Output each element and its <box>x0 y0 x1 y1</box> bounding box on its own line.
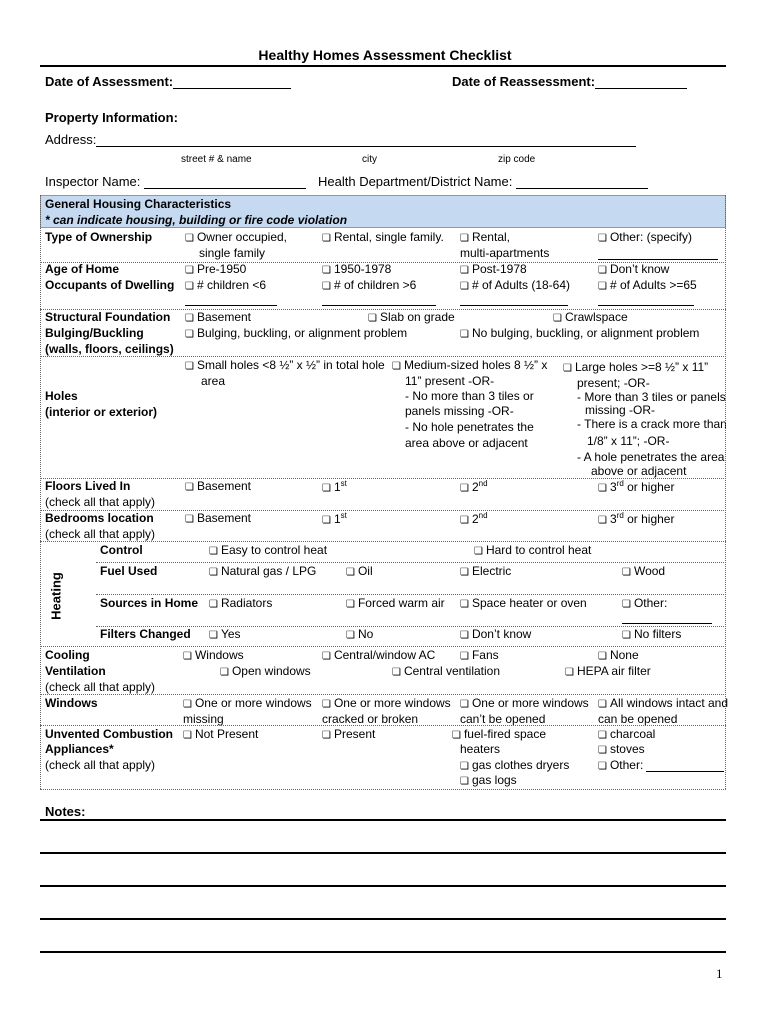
filters-dont-know-checkbox[interactable]: ❏ Don’t know <box>460 627 531 641</box>
holes-small-checkbox[interactable]: ❏ Small holes <8 ½” x ½” in total hole <box>185 358 385 372</box>
filters-none-checkbox[interactable]: ❏ No filters <box>622 627 681 641</box>
filters-yes-checkbox[interactable]: ❏ Yes <box>209 627 241 641</box>
filters-no-checkbox[interactable]: ❏ No <box>346 627 373 641</box>
fuel-electric-checkbox[interactable]: ❏ Electric <box>460 564 511 578</box>
age-pre1950-checkbox[interactable]: ❏ Pre-1950 <box>185 262 246 276</box>
combustion-other-checkbox[interactable]: ❏ Other: <box>598 758 643 772</box>
address-label: Address: <box>45 132 97 147</box>
notes-line[interactable] <box>40 852 726 854</box>
bedrooms-basement-checkbox[interactable]: ❏ Basement <box>185 511 251 525</box>
ventilation-label2: (check all that apply) <box>45 680 156 694</box>
holes-medium-line2: 11” present -OR- <box>405 374 495 388</box>
ventilation-hepa-checkbox[interactable]: ❏ HEPA air filter <box>565 664 651 678</box>
cooling-windows-checkbox[interactable]: ❏ Windows <box>183 648 244 662</box>
bedrooms-1st-checkbox[interactable]: ❏ 1st <box>322 511 347 526</box>
windows-stuck-checkbox[interactable]: ❏ One or more windows <box>460 696 589 710</box>
floors-basement-checkbox[interactable]: ❏ Basement <box>185 479 251 493</box>
ownership-owner-line2: single family <box>199 246 266 260</box>
foundation-crawlspace-checkbox[interactable]: ❏ Crawlspace <box>553 310 628 324</box>
combustion-dryers-checkbox[interactable]: ❏ gas clothes dryers <box>460 758 569 772</box>
occupants-seniors[interactable]: ❏ # of Adults >=65 <box>598 278 697 292</box>
holes-label2: (interior or exterior) <box>45 405 158 419</box>
cooling-none-checkbox[interactable]: ❏ None <box>598 648 639 662</box>
ownership-owner-checkbox[interactable]: ❏ Owner occupied, <box>185 230 287 244</box>
city-caption: city <box>362 154 377 165</box>
occupants-adults[interactable]: ❏ # of Adults (18-64) <box>460 278 570 292</box>
bulging-label2: (walls, floors, ceilings) <box>45 342 174 356</box>
notes-line[interactable] <box>40 819 726 821</box>
row-divider <box>40 789 726 790</box>
holes-label: Holes <box>45 389 78 403</box>
date-assessment-field[interactable] <box>173 76 291 89</box>
holes-medium-line4: panels missing -OR- <box>405 404 514 418</box>
occupants-children-under6[interactable]: ❏ # children <6 <box>185 278 266 292</box>
page-title: Healthy Homes Assessment Checklist <box>258 47 512 63</box>
combustion-label-line2: Appliances* <box>45 742 114 756</box>
holes-large-checkbox[interactable]: ❏ Large holes >=8 ½” x 11” <box>563 360 708 374</box>
bedrooms-3rd-checkbox[interactable]: ❏ 3rd or higher <box>598 511 674 526</box>
combustion-stoves-checkbox[interactable]: ❏ stoves <box>598 742 645 756</box>
floors-label: Floors Lived In <box>45 479 131 493</box>
holes-medium-line5: - No hole penetrates the <box>405 420 534 434</box>
holes-large-line8: above or adjacent <box>591 464 687 478</box>
combustion-present-checkbox[interactable]: ❏ Present <box>322 727 375 741</box>
bulging-yes-checkbox[interactable]: ❏ Bulging, buckling, or alignment problem <box>185 326 407 340</box>
heating-filters-label: Filters Changed <box>100 627 191 641</box>
ownership-other-checkbox[interactable]: ❏ Other: (specify) <box>598 230 692 244</box>
cooling-fans-checkbox[interactable]: ❏ Fans <box>460 648 499 662</box>
fuel-wood-checkbox[interactable]: ❏ Wood <box>622 564 665 578</box>
fuel-oil-checkbox[interactable]: ❏ Oil <box>346 564 373 578</box>
inspector-label: Inspector Name: <box>45 174 306 189</box>
date-reassessment-field[interactable] <box>595 76 687 89</box>
ownership-rental-multi-checkbox[interactable]: ❏ Rental, <box>460 230 510 244</box>
windows-label: Windows <box>45 696 98 710</box>
zip-caption: zip code <box>498 154 536 165</box>
holes-medium-checkbox[interactable]: ❏ Medium-sized holes 8 ½” x <box>392 358 547 372</box>
windows-stuck-line2: can’t be opened <box>460 712 546 726</box>
holes-small-line2: area <box>201 374 226 388</box>
address-field[interactable] <box>96 146 636 147</box>
heating-fuel-label: Fuel Used <box>100 564 158 578</box>
health-dept-label: Health Department/District Name: <box>318 174 648 189</box>
fuel-gas-checkbox[interactable]: ❏ Natural gas / LPG <box>209 564 316 578</box>
windows-missing-checkbox[interactable]: ❏ One or more windows <box>183 696 312 710</box>
holes-large-line4: missing -OR- <box>585 403 656 417</box>
ventilation-label: Ventilation <box>45 664 106 678</box>
notes-line[interactable] <box>40 885 726 887</box>
foundation-slab-checkbox[interactable]: ❏ Slab on grade <box>368 310 455 324</box>
age-label: Age of Home <box>45 262 120 276</box>
holes-large-line5: - There is a crack more than <box>577 417 727 431</box>
notes-line[interactable] <box>40 918 726 920</box>
heating-sources-label: Sources in Home <box>100 596 199 610</box>
ventilation-central-checkbox[interactable]: ❏ Central ventilation <box>392 664 500 678</box>
heating-easy-checkbox[interactable]: ❏ Easy to control heat <box>209 543 327 557</box>
combustion-label: Unvented Combustion <box>45 727 173 741</box>
holes-large-line6: 1/8” x 11”; -OR- <box>587 434 670 448</box>
notes-label: Notes: <box>45 804 86 819</box>
street-caption: street # & name <box>181 154 252 165</box>
sources-forced-air-checkbox[interactable]: ❏ Forced warm air <box>346 596 445 610</box>
holes-large-line7: - A hole penetrates the area <box>577 450 725 464</box>
property-info-heading: Property Information: <box>45 110 178 125</box>
date-reassessment-label: Date of Reassessment: <box>452 74 687 89</box>
combustion-space-heaters-line2: heaters <box>460 742 501 756</box>
windows-missing-line2: missing <box>183 712 224 726</box>
sources-space-heater-checkbox[interactable]: ❏ Space heater or oven <box>460 596 587 610</box>
age-post1978-checkbox[interactable]: ❏ Post-1978 <box>460 262 527 276</box>
combustion-not-present-checkbox[interactable]: ❏ Not Present <box>183 727 258 741</box>
combustion-space-heaters-checkbox[interactable]: ❏ fuel-fired space <box>452 727 546 741</box>
windows-cracked-checkbox[interactable]: ❏ One or more windows <box>322 696 451 710</box>
windows-intact-line2: can be opened <box>598 712 678 726</box>
age-1950-1978-checkbox[interactable]: ❏ 1950-1978 <box>322 262 391 276</box>
sources-other-checkbox[interactable]: ❏ Other: <box>622 596 667 610</box>
windows-cracked-line2: cracked or broken <box>322 712 419 726</box>
floors-1st-checkbox[interactable]: ❏ 1st <box>322 479 347 494</box>
occupants-children-over6[interactable]: ❏ # of children >6 <box>322 278 416 292</box>
floors-3rd-checkbox[interactable]: ❏ 3rd or higher <box>598 479 674 494</box>
inspector-field[interactable] <box>144 176 306 189</box>
health-dept-field[interactable] <box>516 176 648 189</box>
bedrooms-2nd-checkbox[interactable]: ❏ 2nd <box>460 511 488 526</box>
section-title: General Housing Characteristics <box>45 197 232 211</box>
section-note: * can indicate housing, building or fire code violation <box>45 213 348 227</box>
holes-medium-line3: - No more than 3 tiles or <box>405 389 534 403</box>
bedrooms-label2: (check all that apply) <box>45 527 156 541</box>
notes-line[interactable] <box>40 951 726 953</box>
title-rule <box>40 65 726 67</box>
floors-label2: (check all that apply) <box>45 495 156 509</box>
page-number: 1 <box>716 966 723 981</box>
ventilation-windows-checkbox[interactable]: ❏ Open windows <box>220 664 311 678</box>
holes-large-line3: - More than 3 tiles or panels <box>577 390 726 404</box>
foundation-basement-checkbox[interactable]: ❏ Basement <box>185 310 251 324</box>
combustion-gas-logs-checkbox[interactable]: ❏ gas logs <box>460 773 517 787</box>
holes-medium-line6: area above or adjacent <box>405 436 528 450</box>
table-frame <box>40 195 726 789</box>
ownership-rental-single-checkbox[interactable]: ❏ Rental, single family. <box>322 230 444 244</box>
age-dont-know-checkbox[interactable]: ❏ Don’t know <box>598 262 669 276</box>
holes-large-line2: present; -OR- <box>577 376 650 390</box>
occupants-label: Occupants of Dwelling <box>45 278 175 292</box>
windows-intact-checkbox[interactable]: ❏ All windows intact and <box>598 696 728 710</box>
bulging-no-checkbox[interactable]: ❏ No bulging, buckling, or alignment problem <box>460 326 699 340</box>
ownership-rental-multi-line2: multi-apartments <box>460 246 550 260</box>
cooling-ac-checkbox[interactable]: ❏ Central/window AC <box>322 648 435 662</box>
sources-radiators-checkbox[interactable]: ❏ Radiators <box>209 596 272 610</box>
bedrooms-label: Bedrooms location <box>45 511 154 525</box>
combustion-charcoal-checkbox[interactable]: ❏ charcoal <box>598 727 655 741</box>
bulging-label: Bulging/Buckling <box>45 326 144 340</box>
heating-label: Heating <box>48 572 64 620</box>
date-assessment-label: Date of Assessment: <box>45 74 291 89</box>
cooling-label: Cooling <box>45 648 90 662</box>
foundation-label: Structural Foundation <box>45 310 171 324</box>
combustion-label-note: (check all that apply) <box>45 758 156 772</box>
ownership-label: Type of Ownership <box>45 230 153 244</box>
floors-2nd-checkbox[interactable]: ❏ 2nd <box>460 479 488 494</box>
heating-control-label: Control <box>100 543 143 557</box>
heating-hard-checkbox[interactable]: ❏ Hard to control heat <box>474 543 591 557</box>
